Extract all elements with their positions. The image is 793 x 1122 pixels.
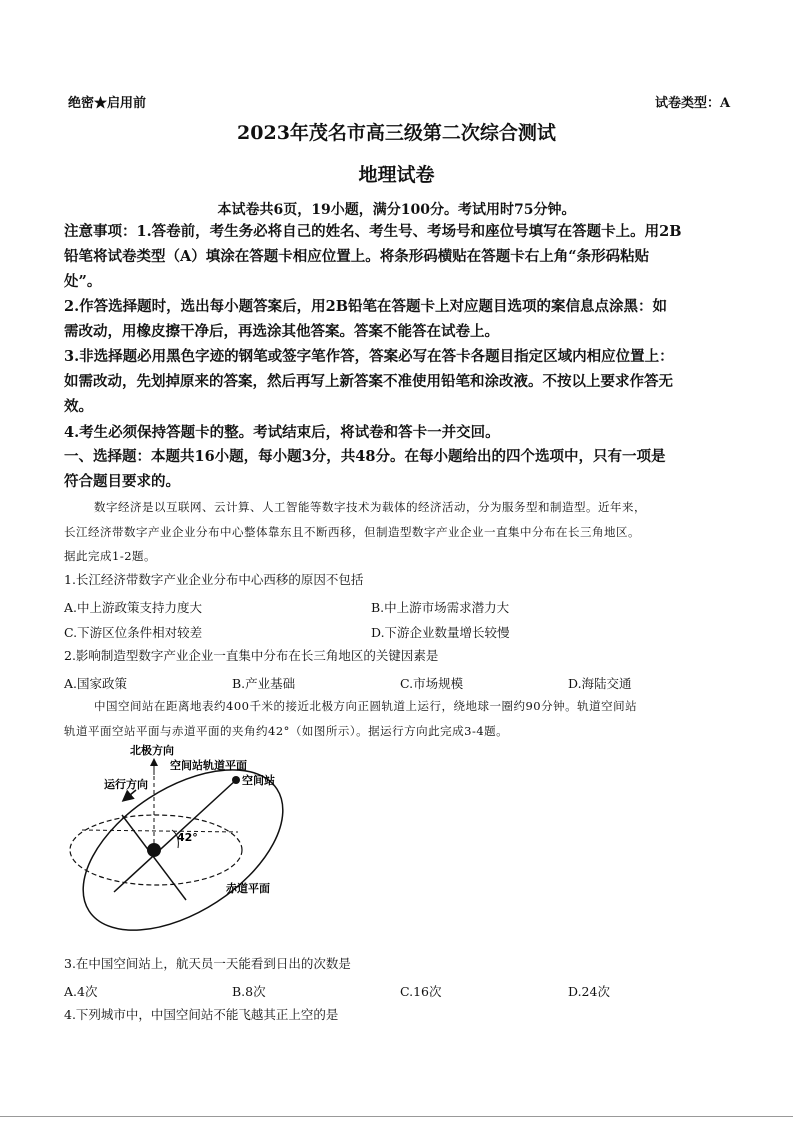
- question-1-option-d: D.下游企业数量增长较慢: [371, 625, 510, 640]
- section-heading-line-2: 符合题目要求的。: [64, 473, 180, 490]
- question-1-option-c: C.下游区位条件相对较差: [64, 625, 203, 640]
- station-label: 空间站: [242, 774, 275, 787]
- north-label: 北极方向: [130, 744, 174, 757]
- equator-diameter-line: [82, 830, 238, 832]
- question-2-option-a: A.国家政策: [64, 676, 128, 691]
- page-bottom-rule: [0, 1116, 793, 1117]
- question-1-option-a: A.中上游政策支持力度大: [64, 600, 203, 615]
- question-2-option-d: D.海陆交通: [568, 676, 632, 691]
- paper-type-label: 试卷类型：A: [655, 96, 731, 111]
- question-3-option-b: B.8次: [232, 984, 266, 999]
- material-2-line-2: 轨道平面空站平面与赤道平面的夹角约42°（如图所示）。据运行方向此完成3-4题。: [64, 724, 509, 738]
- notes-line-3: 处”。: [64, 273, 102, 290]
- question-3-stem: 3.在中国空间站上，航天员一天能看到日出的次数是: [64, 956, 351, 971]
- direction-arrow: [124, 790, 136, 800]
- question-1-stem: 1.长江经济带数字产业企业分布中心西移的原因不包括: [64, 572, 364, 587]
- material-1-line-3: 据此完成1-2题。: [64, 549, 157, 563]
- section-heading-line-1: 一、选择题：本题共16小题，每小题3分，共48分。在每小题给出的四个选项中，只有一项是: [64, 448, 666, 465]
- notes-line-9: 4.考生必须保持答题卡的整。考试结束后，将试卷和答卡一并交回。: [64, 424, 500, 441]
- question-1-option-b: B.中上游市场需求潜力大: [371, 600, 510, 615]
- space-station-icon: [232, 776, 240, 784]
- question-3-option-a: A.4次: [64, 984, 98, 999]
- question-3-option-c: C.16次: [400, 984, 442, 999]
- notes-line-7: 如需改动，先划掉原来的答案，然后再写上新答案不准使用铅笔和涂改液。不按以上要求作答无: [64, 373, 673, 390]
- angle-label: 42°: [177, 831, 198, 844]
- orbit-axis-line: [114, 780, 236, 892]
- confidential-label: 绝密★启用前: [68, 96, 147, 111]
- earth-icon: [147, 843, 161, 857]
- equator-plane-label: 赤道平面: [226, 882, 270, 895]
- direction-label: 运行方向: [104, 778, 148, 791]
- notes-line-5: 需改动，用橡皮擦干净后，再选涂其他答案。答案不能答在试卷上。: [64, 323, 499, 340]
- material-1-line-2: 长江经济带数字产业企业分布中心整体靠东且不断西移，但制造型数字产业企业一直集中分布在长三角地区。: [64, 525, 640, 539]
- notes-line-4: 2.作答选择题时，选出每小题答案后，用2B铅笔在答题卡上对应题目选项的案信息点涂黑：如: [64, 298, 667, 315]
- notes-line-6: 3.非选择题必用黑色字迹的钢笔或签字笔作答，答案必写在答卡各题目指定区域内相应位置上：: [64, 348, 674, 365]
- notes-line-2: 铅笔将试卷类型（A）填涂在答题卡相应位置上。将条形码横贴在答题卡右上角“条形码粘贴: [64, 248, 650, 265]
- subject-title: 地理试卷: [358, 164, 435, 186]
- question-4-stem: 4.下列城市中，中国空间站不能飞越其正上空的是: [64, 1007, 339, 1022]
- question-2-option-c: C.市场规模: [400, 676, 464, 691]
- material-2-line-1: 中国空间站在距离地表约400千米的接近北极方向正圆轨道上运行，绕地球一圈约90分钟。轨道空间站: [94, 699, 638, 713]
- exam-title: 2023年茂名市高三级第二次综合测试: [237, 122, 556, 144]
- orbit-diagram: [60, 740, 320, 940]
- notes-line-1: 注意事项：1.答卷前，考生务必将自己的姓名、考生号、考场号和座位号填写在答题卡上。用2B: [64, 223, 682, 240]
- question-3-option-d: D.24次: [568, 984, 610, 999]
- orbit-plane-label: 空间站轨道平面: [170, 759, 247, 772]
- notes-line-8: 效。: [64, 398, 93, 415]
- exam-summary: 本试卷共6页，19小题，满分100分。考试用时75分钟。: [217, 202, 576, 218]
- question-2-stem: 2.影响制造型数字产业企业一直集中分布在长三角地区的关键因素是: [64, 648, 439, 663]
- material-1-line-1: 数字经济是以互联网、云计算、人工智能等数字技术为载体的经济活动，分为服务型和制造型。近年来，: [94, 500, 646, 514]
- question-2-option-b: B.产业基础: [232, 676, 296, 691]
